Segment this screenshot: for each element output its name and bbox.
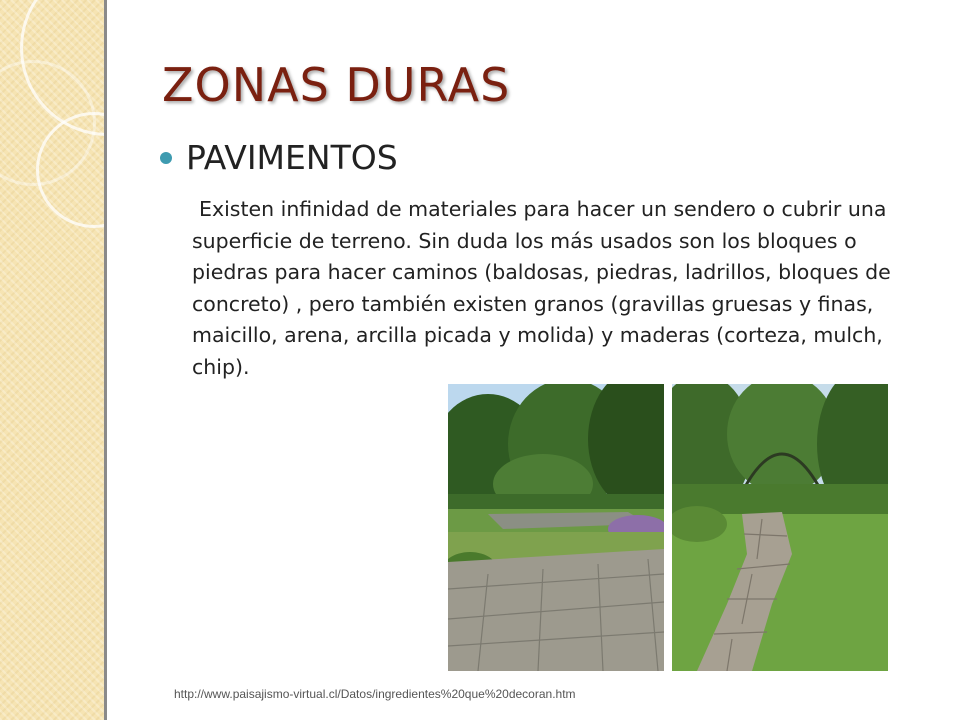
bullet-heading: PAVIMENTOS (186, 138, 398, 177)
stone-path-photo (672, 384, 888, 671)
decorative-sidebar (0, 0, 106, 720)
garden-paving-photo (448, 384, 664, 671)
body-paragraph: Existen infinidad de materiales para hacer un sendero o cubrir una superficie de terreno. Sin duda los más usados son los bloques o piedras para hacer caminos (baldosas, piedras, ladrillos, bloques de concreto) , pero también existen granos (gravillas gruesas y finas, maicillo, arena, arcilla picada y molida) y maderas (corteza, mulch, chip). (192, 197, 891, 379)
slide-title: ZONAS DURAS (162, 58, 511, 112)
source-link[interactable]: http://www.paisajismo-virtual.cl/Datos/ingredientes%20que%20decoran.htm (174, 687, 576, 701)
bullet-icon (160, 152, 172, 164)
sidebar-divider (104, 0, 107, 720)
bullet-item (160, 138, 398, 177)
